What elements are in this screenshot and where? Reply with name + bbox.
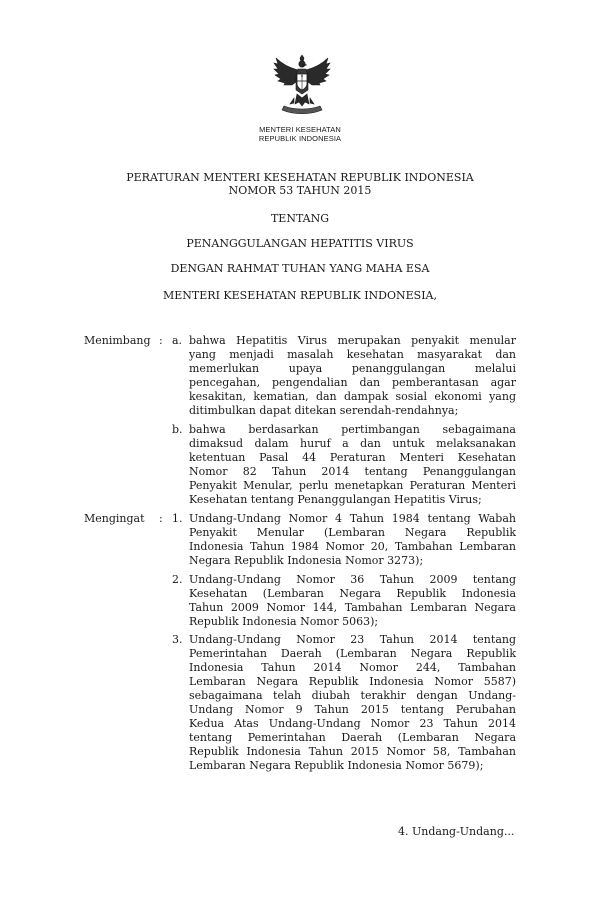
text-line: Undang-Undang Nomor 23 Tahun 2014 tentang — [189, 633, 516, 646]
text-line: tentang Pemerintahan Daerah (Lembaran Negara — [189, 731, 516, 744]
text-line: Kesehatan (Lembaran Negara Republik Indonesia — [189, 587, 516, 600]
rahmat-line: DENGAN RAHMAT TUHAN YANG MAHA ESA — [170, 262, 430, 275]
regulation-number: NOMOR 53 TAHUN 2015 — [228, 184, 372, 197]
tentang-heading: TENTANG — [270, 212, 330, 225]
menimbang-b-marker: b. — [172, 423, 183, 436]
mengingat-1-marker: 1. — [172, 512, 183, 525]
menimbang-colon: : — [159, 334, 163, 347]
text-line: ketentuan Pasal 44 Peraturan Menteri Kesehatan — [189, 451, 516, 464]
menimbang-label: Menimbang — [84, 334, 151, 347]
regulation-subject: PENANGGULANGAN HEPATITIS VIRUS — [186, 237, 414, 250]
text-line: Negara Republik Indonesia Nomor 3273); — [189, 554, 424, 567]
garuda-emblem-icon — [272, 54, 332, 120]
mengingat-3-marker: 3. — [172, 633, 183, 646]
mengingat-item-1 — [189, 512, 516, 568]
text-line: Kedua Atas Undang-Undang Nomor 23 Tahun 2014 — [189, 717, 516, 730]
menimbang-a-marker: a. — [172, 334, 183, 347]
text-line: Penyakit Menular (Lembaran Negara Republik — [189, 526, 516, 539]
text-line: Pemerintahan Daerah (Lembaran Negara Republik — [189, 647, 516, 660]
text-line: Lembaran Negara Republik Indonesia Nomor 5587) — [189, 675, 516, 688]
institution-line-1: MENTERI KESEHATAN — [259, 125, 341, 134]
text-line: Tahun 2009 Nomor 144, Tambahan Lembaran Negara — [189, 601, 516, 614]
continuation-note: 4. Undang-Undang... — [398, 825, 515, 838]
text-line: Undang-Undang Nomor 36 Tahun 2009 tentang — [189, 573, 516, 586]
text-line: Indonesia Tahun 2014 Nomor 244, Tambahan — [189, 661, 516, 674]
text-line: memerlukan upaya penanggulangan melalui — [189, 362, 516, 375]
institution-name — [252, 125, 348, 143]
text-line: yang menjadi masalah kesehatan masyarakat dan — [189, 348, 516, 361]
menteri-line: MENTERI KESEHATAN REPUBLIK INDONESIA, — [163, 289, 437, 302]
mengingat-item-3 — [189, 633, 516, 773]
text-line: Undang Nomor 9 Tahun 2015 tentang Perubahan — [189, 703, 516, 716]
text-line: Indonesia Tahun 1984 Nomor 20, Tambahan Lembaran — [189, 540, 516, 553]
text-line: Penyakit Menular, perlu menetapkan Peraturan Menteri — [189, 479, 516, 492]
regulation-title: PERATURAN MENTERI KESEHATAN REPUBLIK INDONESIA — [126, 171, 474, 184]
text-line: bahwa Hepatitis Virus merupakan penyakit menular — [189, 334, 516, 347]
text-line: Republik Indonesia Tahun 2015 Nomor 58, Tambahan — [189, 745, 516, 758]
text-line: Republik Indonesia Nomor 5063); — [189, 615, 379, 628]
text-line: Undang-Undang Nomor 4 Tahun 1984 tentang Wabah — [189, 512, 516, 525]
text-line: Nomor 82 Tahun 2014 tentang Penanggulangan — [189, 465, 516, 478]
mengingat-item-2 — [189, 573, 516, 629]
text-line: Kesehatan tentang Penanggulangan Hepatitis Virus; — [189, 493, 482, 506]
text-line: Lembaran Negara Republik Indonesia Nomor 5679); — [189, 759, 484, 772]
text-line: pencegahan, pengendalian dan pemberantasan agar — [189, 376, 516, 389]
institution-line-2: REPUBLIK INDONESIA — [258, 134, 342, 143]
mengingat-colon: : — [159, 512, 163, 525]
text-line: dimaksud dalam huruf a dan untuk melaksanakan — [189, 437, 516, 450]
mengingat-label: Mengingat — [84, 512, 145, 525]
text-line: kesakitan, kematian, dan dampak sosial ekonomi yang — [189, 390, 516, 403]
menimbang-item-a — [189, 334, 516, 418]
text-line: ditimbulkan dapat ditekan serendah-rendahnya; — [189, 404, 459, 417]
menimbang-item-b — [189, 423, 516, 507]
text-line: bahwa berdasarkan pertimbangan sebagaimana — [189, 423, 516, 436]
text-line: sebagaimana telah diubah terakhir dengan Undang- — [189, 689, 516, 702]
mengingat-2-marker: 2. — [172, 573, 183, 586]
